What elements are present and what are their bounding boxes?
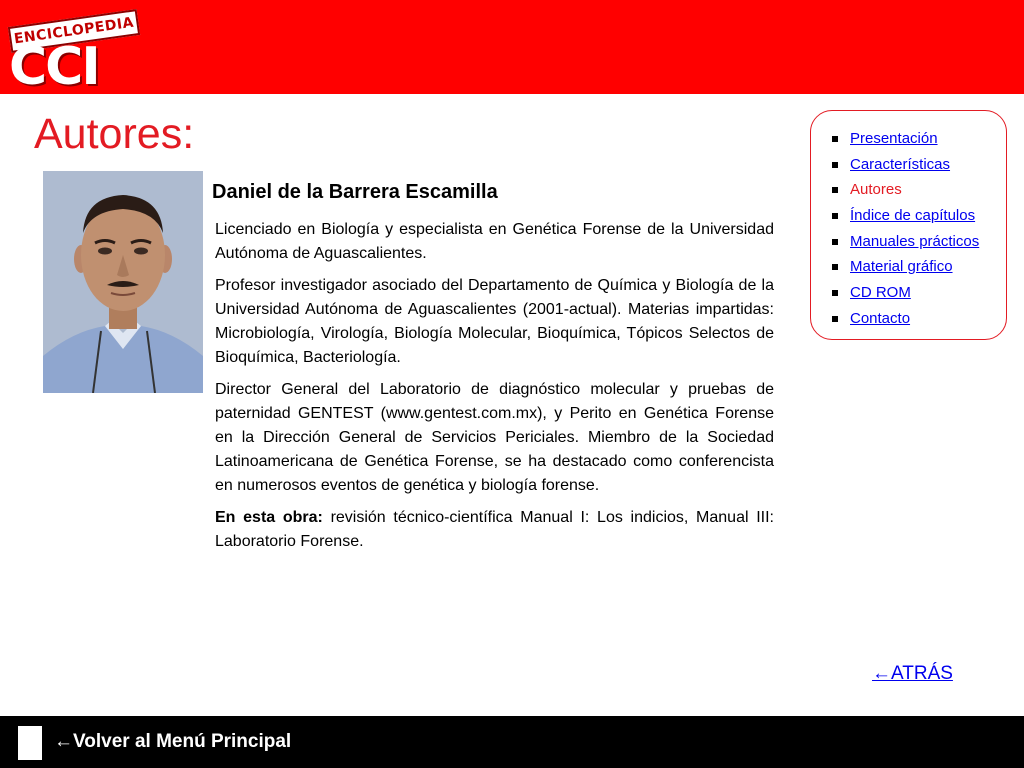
section-menu xyxy=(810,110,1007,340)
bullet-icon xyxy=(832,213,838,219)
page-title: Autores: xyxy=(34,110,195,158)
main-menu-link[interactable]: ←Volver al Menú Principal xyxy=(54,731,292,752)
bio-paragraph-education: Licenciado en Biología y especialista en Genética Forense de la Universidad Autónoma de Aguascalientes. xyxy=(215,221,774,262)
menu-item-contacto xyxy=(828,306,1006,332)
bullet-icon xyxy=(832,187,838,193)
menu-item-manuales xyxy=(828,229,1006,255)
menu-link-autores[interactable]: Autores xyxy=(850,181,902,199)
header-bar xyxy=(0,0,1024,97)
menu-link-material[interactable]: Material gráfico xyxy=(850,258,953,276)
author-portrait-icon xyxy=(43,171,203,393)
menu-item-cdrom xyxy=(828,280,1006,306)
bullet-icon xyxy=(832,239,838,245)
footer-square-icon xyxy=(18,726,42,760)
bio-paragraph-career: Director General del Laboratorio de diagnóstico molecular y pruebas de paternidad GENTEST (www.gentest.com.mx), y Perito en Genética Forense en la Dirección General de Servicios Periciales. Miembro de la Sociedad Latinoamericana de Genética Forense, se ha destacado como conferencista en numerosos eventos de genética y biología forense. xyxy=(215,381,774,494)
menu-item-autores xyxy=(828,177,1006,203)
bio-paragraph-teaching: Profesor investigador asociado del Departamento de Química y Biología de la Universidad Autónoma de Aguascalientes (2001-actual). Materias impartidas: Microbiología, Virología, Biología Molecular, Bioquímica, Tópicos Selectos de Bioquímica, Bacteriología. xyxy=(215,277,774,366)
menu-link-caracteristicas[interactable]: Características xyxy=(850,155,951,173)
author-portrait-image xyxy=(43,171,203,393)
bio-paragraph-work xyxy=(215,506,774,554)
logo-top-text: ENCICLOPEDIA xyxy=(13,14,135,48)
work-label: En esta obra: xyxy=(215,509,323,526)
author-name: Daniel de la Barrera Escamilla xyxy=(212,181,498,203)
menu-item-material xyxy=(828,254,1006,280)
menu-item-caracteristicas xyxy=(828,152,1006,178)
bullet-icon xyxy=(832,316,838,322)
bullet-icon xyxy=(832,264,838,270)
back-link[interactable]: ←ATRÁS xyxy=(872,663,953,684)
bullet-icon xyxy=(832,162,838,168)
bullet-icon xyxy=(832,136,838,142)
section-menu-list xyxy=(811,111,1006,332)
menu-item-presentacion xyxy=(828,126,1006,152)
menu-link-cdrom[interactable]: CD ROM xyxy=(850,284,911,302)
bullet-icon xyxy=(832,290,838,296)
menu-link-contacto[interactable]: Contacto xyxy=(850,309,911,327)
menu-link-presentacion[interactable]: Presentación xyxy=(850,130,938,147)
menu-link-indice[interactable]: Índice de capítulos xyxy=(850,207,976,225)
menu-link-manuales[interactable]: Manuales prácticos xyxy=(850,232,980,250)
menu-item-indice xyxy=(828,203,1006,229)
logo-main-text: CCI xyxy=(9,37,99,97)
author-biography xyxy=(215,218,774,562)
work-text: revisión técnico-científica Manual I: Los indicios, Manual III: Laboratorio Forense. xyxy=(215,509,774,550)
footer-bar xyxy=(0,716,1024,768)
enciclopedia-cci-logo[interactable] xyxy=(7,8,145,97)
